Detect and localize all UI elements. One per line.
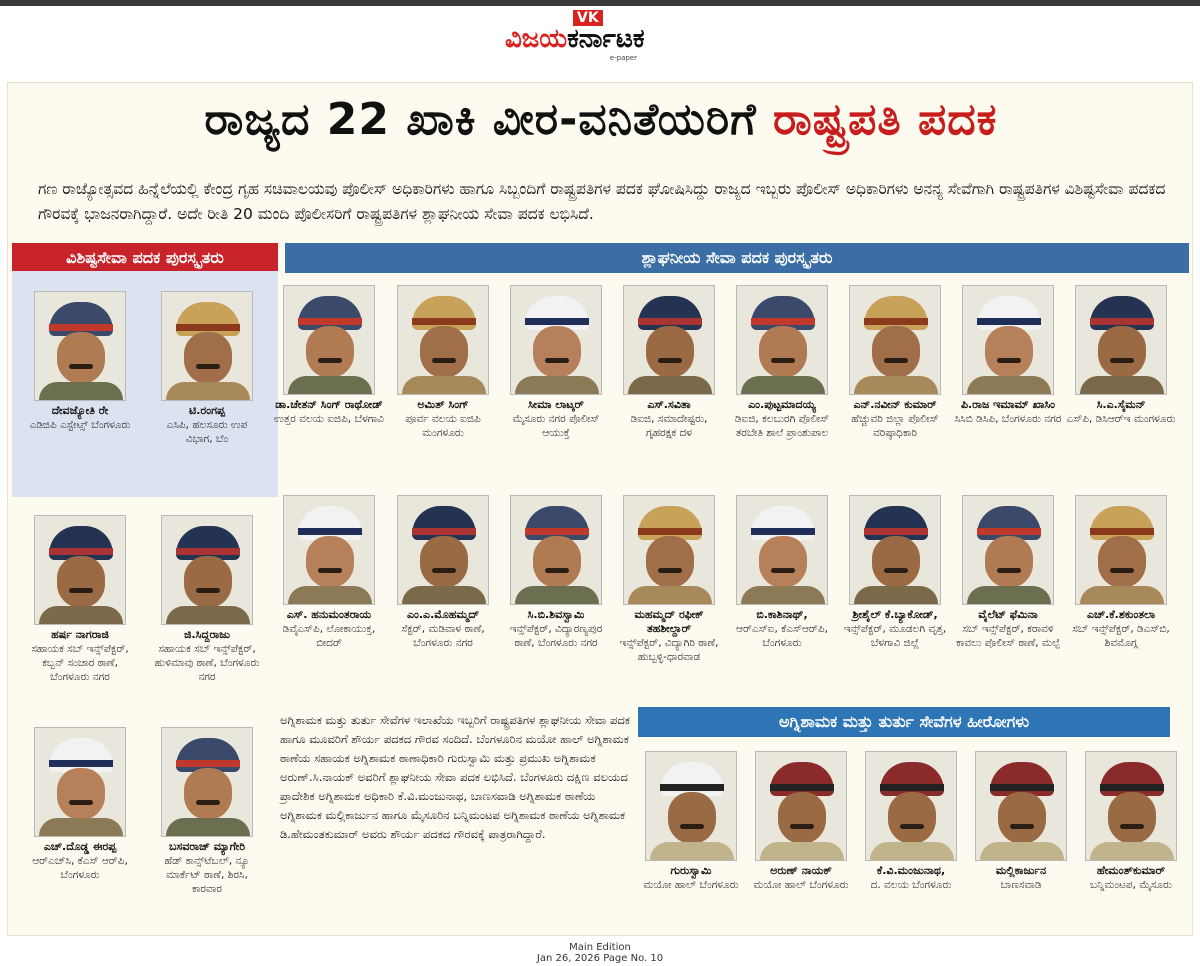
cap-band <box>990 784 1054 791</box>
uniform-shape <box>870 842 954 861</box>
portrait-photo <box>510 285 602 395</box>
logo-epaper-label: e-paper <box>609 54 637 62</box>
moustache-shape <box>790 824 814 829</box>
cap-band <box>176 548 240 555</box>
award-card <box>388 495 498 650</box>
face-shape <box>57 332 105 384</box>
cap-band <box>880 784 944 791</box>
awardee-name: ಎಸ್. ಹನುಮಂತರಾಯ <box>286 608 372 621</box>
portrait-photo <box>645 751 737 861</box>
awardee-designation: ಡಿವೈಎಸ್‌ಪಿ, ಲೋಕಾಯುಕ್ತ, ಬೀದರ್ <box>282 623 376 649</box>
awardee-designation: ಸಬ್ ಇನ್ಸ್‌ಪೆಕ್ಟರ್, ಡಿಎಸ್‌ಬಿ, ಶಿವಮೊಗ್ಗ <box>1072 623 1170 649</box>
portrait-photo <box>975 751 1067 861</box>
awardee-name: ಸಿ.ಎ.ಸೈಮನ್ <box>1096 398 1146 411</box>
face-shape <box>57 768 105 820</box>
cap-band <box>751 528 815 535</box>
moustache-shape <box>884 568 908 573</box>
fire-services-paragraph: ಅಗ್ನಿಶಾಮಕ ಮತ್ತು ತುರ್ತು ಸೇವೆಗಳ ಇಲಾಖೆಯ ಇಬ್ಬರಿಗೆ ರಾಷ್ಟ್ರಪತಿಗಳ ಶ್ಲಾಘನೀಯ ಸೇವಾ ಪದಕ ಹಾಗೂ ಮೂವರಿಗೆ ಶೌರ್ಯ ಪದಕದ ಗೌರವ ಸಂದಿದೆ. ಬೆಂಗಳೂರಿನ ಮಯೋ ಹಾಲ್ ಅಗ್ನಿಶಾಮಕ ಠಾಣೆಯ ಸಹಾಯಕ ಅಗ್ನಿಶಾಮಕ ಠಾಣಾಧಿಕಾರಿ ಗುರುಸ್ವಾಮಿ ಮತ್ತು ಪ್ರಮುಖ ಅಗ್ನಿಶಾಮಕ ಅರುಣ್.ಸಿ.ನಾಯಕ್ ಅವರಿಗೆ ಶ್ಲಾಘನೀಯ ಸೇವಾ ಪದಕ ಲಭಿಸಿದೆ. ಬೆಂಗಳೂರು ದಕ್ಷಿಣ ವಲಯದ ಪ್ರಾದೇಶಿಕ ಅಗ್ನಿಶಾಮಕ ಅಧಿಕಾರಿ ಕೆ.ವಿ.ಮಂಜುನಾಥ, ಬಾಣಸವಾಡಿ ಅಗ್ನಿಶಾಮಕ ಠಾಣೆಯ ಅಗ್ನಿಶಾಮಕ ಮಲ್ಲಿಕಾರ್ಜುನ ಹಾಗೂ ಮೈಸೂರಿನ ಬನ್ನಿಮಂಟಪ ಅಗ್ನಿಶಾಮಕ ಠಾಣೆಯ ಅಗ್ನಿಶಾಮಕ ಡಿ.ಹೇಮಂತಕುಮಾರ್ ಅವರು ಶೌರ್ಯ ಪದಕದ ಗೌರವಕ್ಕೆ ಪಾತ್ರರಾಗಿದ್ದಾರೆ. <box>280 713 630 841</box>
award-card <box>953 285 1063 426</box>
awardee-name: ಬಸವರಾಜ್ ಮ್ಯಾಗೇರಿ <box>168 840 246 853</box>
headline <box>8 93 1194 147</box>
awardee-name: ಎಚ್.ದೊಡ್ಡ ಈರಪ್ಪ <box>43 840 117 853</box>
award-card <box>152 727 262 896</box>
awardee-name: ಎನ್.ನವೀನ್ ಕುಮಾರ್ <box>853 398 937 411</box>
newspaper-page <box>7 82 1193 936</box>
moustache-shape <box>658 358 682 363</box>
face-shape <box>646 326 694 378</box>
uniform-shape <box>628 376 712 395</box>
awardee-name: ಎಚ್.ಕೆ.ಶಕುಂತಲಾ <box>1086 608 1156 621</box>
portrait-photo <box>161 727 253 837</box>
awardee-name: ದೇವಜ್ಯೋತಿ ರೇ <box>51 404 109 417</box>
top-bar <box>0 0 1200 6</box>
portrait-photo <box>397 495 489 605</box>
edition-label: Main Edition <box>569 942 631 953</box>
award-card <box>274 495 384 650</box>
awardee-designation: ಸಹಾಯಕ ಸಬ್ ಇನ್ಸ್‌ಪೆಕ್ಟರ್, ಹುಳಿಮಾವು ಠಾಣೆ, ಬೆಂಗಳೂರು ನಗರ <box>154 643 260 683</box>
logo-name-red: ವಿಜಯ <box>505 24 568 54</box>
cap-band <box>977 528 1041 535</box>
awardee-name: ಮಹಮ್ಮದ್ ರಫೀಕ್ ತಹಶೀಲ್ದಾರ್ <box>634 608 704 635</box>
face-shape <box>306 536 354 588</box>
logo-name-black: ಕರ್ನಾಟಕ <box>567 24 645 54</box>
award-card <box>1076 751 1186 892</box>
awardee-designation: ಹೆಚ್ಚುವರಿ ಜಿಲ್ಲಾ ಪೊಲೀಸ್ ವರಿಷ್ಠಾಧಿಕಾರಿ <box>851 413 939 439</box>
award-card <box>152 291 262 446</box>
moustache-shape <box>196 800 220 805</box>
awardee-designation: ಹೆಡ್ ಕಾನ್ಸ್‌ಟೆಬಲ್, ನ್ಯೂ ಮಾರ್ಕೆಟ್ ಠಾಣೆ, ಶಿರಸಿ, ಕಾರವಾರ <box>164 855 250 895</box>
awardee-name: ಅರುಣ್ ನಾಯಕ್ <box>770 864 832 877</box>
page-footer <box>0 942 1200 964</box>
portrait-photo <box>865 751 957 861</box>
awardee-designation: ಮಯೋ ಹಾಲ್ ಬೆಂಗಳೂರು <box>643 879 739 891</box>
awardee-designation: ಡಿಐಜಿ, ಕಲಬುರಗಿ ಪೊಲೀಸ್ ತರಬೇತಿ ಶಾಲೆ ಪ್ರಾಂಶುಪಾಲ <box>734 413 830 439</box>
awardee-designation: ಎಸಿಪಿ, ಹಲಸೂರು ಉಪ ವಿಭಾಗ, ಬೆಂ <box>166 419 248 445</box>
cap-band <box>1090 528 1154 535</box>
face-shape <box>184 556 232 608</box>
awardee-name: ಕೆ.ವಿ.ಮಂಜುನಾಥ, <box>876 864 946 877</box>
uniform-shape <box>967 376 1051 395</box>
portrait-photo <box>755 751 847 861</box>
cap-band <box>638 318 702 325</box>
award-card <box>636 751 746 892</box>
awardee-designation: ಎಸ್‌ಪಿ, ಡಿಸಿಆರ್‌ಇ ಮಂಗಳೂರು <box>1066 413 1176 425</box>
uniform-shape <box>288 586 372 605</box>
uniform-shape <box>39 606 123 625</box>
portrait-photo <box>849 285 941 395</box>
award-card <box>501 495 611 650</box>
vsm-section-header: ವಿಶಿಷ್ಟಸೇವಾ ಪದಕ ಪುರಸ್ಕೃತರು <box>12 243 278 273</box>
face-shape <box>1098 326 1146 378</box>
face-shape <box>872 536 920 588</box>
uniform-shape <box>1090 842 1174 861</box>
uniform-shape <box>741 376 825 395</box>
cap-band <box>751 318 815 325</box>
awardee-name: ಹೇಮಂತ್‌ಕುಮಾರ್ <box>1096 864 1166 877</box>
awardee-name: ಅಮಿತ್ ಸಿಂಗ್ <box>417 398 469 411</box>
face-shape <box>184 332 232 384</box>
award-card <box>1066 495 1176 650</box>
awardee-name: ಶ್ರೀಶೈಲ್ ಕೆ.ಬ್ಯಾಕೋಡ್, <box>852 608 938 621</box>
uniform-shape <box>166 606 250 625</box>
uniform-shape <box>967 586 1051 605</box>
cap-band <box>977 318 1041 325</box>
moustache-shape <box>69 588 93 593</box>
cap-band <box>298 318 362 325</box>
face-shape <box>759 536 807 588</box>
uniform-shape <box>854 376 938 395</box>
award-card <box>746 751 856 892</box>
face-shape <box>1098 536 1146 588</box>
moustache-shape <box>884 358 908 363</box>
awardee-designation: ಇನ್ಸ್‌ಪೆಕ್ಟರ್, ವಿದ್ಯಾರಣ್ಯಪುರ ಠಾಣೆ, ಬೆಂಗಳೂರು ನಗರ <box>509 623 603 649</box>
portrait-photo <box>736 495 828 605</box>
award-card <box>501 285 611 440</box>
face-shape <box>985 536 1033 588</box>
awardee-name: ಡಾ.ಚೇತನ್ ಸಿಂಗ್ ರಾಥೋಡ್ <box>275 398 383 411</box>
awardee-designation: ಇನ್ಸ್‌ಪೆಕ್ಟರ್, ವಿದ್ಯಾಗಿರಿ ಠಾಣೆ, ಹುಬ್ಬಳ್ಳಿ-ಧಾರವಾಡ <box>619 637 719 663</box>
awardee-name: ಟಿ.ರಂಗಪ್ಪ <box>189 404 225 417</box>
cap-band <box>770 784 834 791</box>
uniform-shape <box>515 586 599 605</box>
moustache-shape <box>1110 568 1134 573</box>
moustache-shape <box>545 358 569 363</box>
face-shape <box>420 536 468 588</box>
moustache-shape <box>997 358 1021 363</box>
fire-section-header: ಅಗ್ನಿಶಾಮಕ ಮತ್ತು ತುರ್ತು ಸೇವೆಗಳ ಹೀರೋಗಳು <box>638 707 1170 737</box>
cap-band <box>638 528 702 535</box>
face-shape <box>420 326 468 378</box>
cap-band <box>525 528 589 535</box>
awardee-designation: ಬನ್ನಿಮಂಟಪ, ಮೈಸೂರು <box>1090 879 1172 891</box>
awardee-designation: ಪೂರ್ವ ವಲಯ ಐಜಿಪಿ ಮಂಗಳೂರು <box>405 413 481 439</box>
moustache-shape <box>318 568 342 573</box>
moustache-shape <box>545 568 569 573</box>
face-shape <box>306 326 354 378</box>
moustache-shape <box>658 568 682 573</box>
cap-band <box>525 318 589 325</box>
face-shape <box>668 792 716 844</box>
moustache-shape <box>680 824 704 829</box>
portrait-photo <box>962 285 1054 395</box>
awardee-name: ಮಲ್ಲಿಕಾರ್ಜುನ <box>995 864 1047 877</box>
cap-band <box>49 324 113 331</box>
portrait-photo <box>283 495 375 605</box>
uniform-shape <box>166 382 250 401</box>
face-shape <box>985 326 1033 378</box>
moustache-shape <box>69 800 93 805</box>
awardee-name: ಎಂ.ಎ.ಮೊಹಮ್ಮದ್ <box>406 608 480 621</box>
award-card <box>840 285 950 440</box>
moustache-shape <box>1120 824 1144 829</box>
moustache-shape <box>196 588 220 593</box>
portrait-photo <box>161 515 253 625</box>
moustache-shape <box>432 358 456 363</box>
intro-paragraph: ಗಣ ರಾಜ್ಯೋತ್ಸವದ ಹಿನ್ನೆಲೆಯಲ್ಲಿ ಕೇಂದ್ರ ಗೃಹ ಸಚಿವಾಲಯವು ಪೊಲೀಸ್ ಅಧಿಕಾರಿಗಳು ಹಾಗೂ ಸಿಬ್ಬಂದಿಗೆ ರಾಷ್ಟ್ರಪತಿಗಳ ಪದಕ ಘೋಷಿಸಿದ್ದು ರಾಜ್ಯದ ಇಬ್ಬರು ಪೊಲೀಸ್ ಅಧಿಕಾರಿಗಳು ಅನನ್ಯ ಸೇವೆಗಾಗಿ ರಾಷ್ಟ್ರಪತಿಗಳ ವಿಶಿಷ್ಟಸೇವಾ ಪದಕದ ಗೌರವಕ್ಕೆ ಭಾಜನರಾಗಿದ್ದಾರೆ. ಅದೇ ರೀತಿ 20 ಮಂದಿ ಪೊಲೀಸರಿಗೆ ರಾಷ್ಟ್ರಪತಿಗಳ ಶ್ಲಾಘನೀಯ ಸೇವಾ ಪದಕ ಲಭಿಸಿದೆ. <box>38 180 1166 223</box>
portrait-photo <box>1075 495 1167 605</box>
face-shape <box>57 556 105 608</box>
awardee-name: ಹರ್ಷ ನಾಗರಾಜಿ <box>51 628 109 641</box>
face-shape <box>646 536 694 588</box>
portrait-photo <box>1075 285 1167 395</box>
uniform-shape <box>1080 586 1164 605</box>
portrait-photo <box>849 495 941 605</box>
moustache-shape <box>771 568 795 573</box>
moustache-shape <box>318 358 342 363</box>
msm-section-header: ಶ್ಲಾಘನೀಯ ಸೇವಾ ಪದಕ ಪುರಸ್ಕೃತರು <box>285 243 1189 273</box>
uniform-shape <box>1080 376 1164 395</box>
cap-band <box>1100 784 1164 791</box>
portrait-photo <box>1085 751 1177 861</box>
awardee-name: ವೈಲೆಟ್ ಫೆಮಿನಾ <box>978 608 1038 621</box>
moustache-shape <box>196 364 220 369</box>
awardee-name: ಸಿ.ಬಿ.ಶಿವಸ್ವಾಮಿ <box>527 608 585 621</box>
cap-band <box>49 760 113 767</box>
portrait-photo <box>283 285 375 395</box>
awardee-designation: ಮೈಸೂರು ನಗರ ಪೊಲೀಸ್ ಆಯುಕ್ತೆ <box>512 413 600 439</box>
awardee-name: ಗುರುಸ್ವಾಮಿ <box>670 864 712 877</box>
awardee-name: ಜಿ.ಸಿದ್ದರಾಜು <box>183 628 231 641</box>
portrait-photo <box>397 285 489 395</box>
date-page-label: Jan 26, 2026 Page No. 10 <box>536 953 664 964</box>
awardee-designation: ಮಯೋ ಹಾಲ್ ಬೆಂಗಳೂರು <box>753 879 849 891</box>
face-shape <box>1108 792 1156 844</box>
uniform-shape <box>39 382 123 401</box>
award-card <box>727 495 837 650</box>
cap-band <box>176 324 240 331</box>
awardee-designation: ಸಿಸಿಬಿ ಡಿಸಿಪಿ, ಬೆಂಗಳೂರು ನಗರ <box>954 413 1062 425</box>
moustache-shape <box>771 358 795 363</box>
awardee-name: ಸೀಮಾ ಲಾಟ್ಕರ್ <box>528 398 584 411</box>
awardee-designation: ಸಬ್ ಇನ್ಸ್‌ಪೆಕ್ಟರ್, ಕರಾವಳಿ ಕಾವಲು ಪೊಲೀಸ್ ಠಾಣೆ, ಮಲ್ಪೆ <box>955 623 1060 649</box>
award-card <box>727 285 837 440</box>
awardee-designation: ಉತ್ತರ ವಲಯ ಐಜಿಪಿ, ಬೆಳಗಾವಿ <box>274 413 384 425</box>
awardee-name: ಎಸ್.ಸವಿತಾ <box>647 398 691 411</box>
portrait-photo <box>962 495 1054 605</box>
awardee-designation: ಡಿಐಜಿ, ಸಮಾದೇಷ್ಟರು, ಗೃಹರಕ್ಷಕ ದಳ <box>630 413 708 439</box>
portrait-photo <box>34 291 126 401</box>
moustache-shape <box>69 364 93 369</box>
award-card <box>25 515 135 684</box>
award-card <box>25 727 135 882</box>
award-card <box>274 285 384 426</box>
awardee-designation: ಆರ್‌ಎಚ್‌ಸಿ, ಕೆಎಸ್ ಆರ್‌ಪಿ, ಬೆಂಗಳೂರು <box>32 855 128 881</box>
face-shape <box>533 536 581 588</box>
uniform-shape <box>288 376 372 395</box>
face-shape <box>998 792 1046 844</box>
face-shape <box>533 326 581 378</box>
award-card <box>840 495 950 650</box>
portrait-photo <box>736 285 828 395</box>
awardee-designation: ದ. ವಲಯ ಬೆಂಗಳೂರು <box>870 879 952 891</box>
headline-red: ರಾಷ್ಟ್ರಪತಿ ಪದಕ <box>772 94 998 145</box>
portrait-photo <box>623 495 715 605</box>
uniform-shape <box>854 586 938 605</box>
uniform-shape <box>650 842 734 861</box>
award-card <box>25 291 135 432</box>
uniform-shape <box>760 842 844 861</box>
award-card <box>966 751 1076 892</box>
headline-black: ರಾಜ್ಯದ 22 ಖಾಕಿ ವೀರ-ವನಿತೆಯರಿಗೆ <box>204 94 773 145</box>
cap-band <box>176 760 240 767</box>
awardee-designation: ಆರ್‌ಎಸ್‌ಐ, ಕೆಎಸ್‌ಆರ್‌ಪಿ, ಬೆಂಗಳೂರು <box>736 623 828 649</box>
award-card <box>1066 285 1176 426</box>
face-shape <box>872 326 920 378</box>
uniform-shape <box>515 376 599 395</box>
face-shape <box>184 768 232 820</box>
moustache-shape <box>432 568 456 573</box>
cap-band <box>864 528 928 535</box>
portrait-photo <box>34 515 126 625</box>
cap-band <box>412 528 476 535</box>
portrait-photo <box>623 285 715 395</box>
award-card <box>953 495 1063 650</box>
moustache-shape <box>1110 358 1134 363</box>
cap-band <box>298 528 362 535</box>
face-shape <box>888 792 936 844</box>
awardee-designation: ಸಹಾಯಕ ಸಬ್ ಇನ್ಸ್‌ಪೆಕ್ಟರ್, ಕಬ್ಬನ್ ಸಂಚಾರ ಠಾಣೆ, ಬೆಂಗಳೂರು ನಗರ <box>31 643 129 683</box>
cap-band <box>412 318 476 325</box>
award-card <box>614 285 724 440</box>
awardee-name: ಎಂ.ಪುಟ್ಟಮಾದಯ್ಯ <box>748 398 816 411</box>
cap-band <box>1090 318 1154 325</box>
portrait-photo <box>34 727 126 837</box>
uniform-shape <box>39 818 123 837</box>
award-card <box>614 495 724 664</box>
cap-band <box>864 318 928 325</box>
portrait-photo <box>510 495 602 605</box>
award-card <box>388 285 498 440</box>
uniform-shape <box>741 586 825 605</box>
masthead-logo[interactable] <box>505 10 695 64</box>
uniform-shape <box>628 586 712 605</box>
awardee-name: ಪಿ.ರಾಜ ಇಮಾಮ್ ಖಾಸಿಂ <box>960 398 1056 411</box>
uniform-shape <box>402 586 486 605</box>
portrait-photo <box>161 291 253 401</box>
moustache-shape <box>1010 824 1034 829</box>
logo-wordmark <box>505 24 695 54</box>
moustache-shape <box>900 824 924 829</box>
awardee-designation: ಎಡಿಜಿಪಿ ಎಸ್ಟೇಟ್ಸ್ ಬೆಂಗಳೂರು <box>29 419 131 431</box>
awardee-designation: ಸೆಕ್ಟರ್, ಮಡಿವಾಳ ಠಾಣೆ, ಬೆಂಗಳೂರು ನಗರ <box>401 623 485 649</box>
face-shape <box>759 326 807 378</box>
awardee-name: ಬಿ.ಕಾಶಿನಾಥ್, <box>756 608 808 621</box>
cap-band <box>660 784 724 791</box>
uniform-shape <box>402 376 486 395</box>
awardee-designation: ಬಾಣಸವಾಡಿ <box>1000 879 1042 891</box>
awardee-designation: ಇನ್ಸ್‌ಪೆಕ್ಟರ್, ಮೂಡಲಗಿ ವೃತ್ತ, ಬೆಳಗಾವಿ ಜಿಲ್ಲೆ <box>843 623 947 649</box>
moustache-shape <box>997 568 1021 573</box>
face-shape <box>778 792 826 844</box>
cap-band <box>49 548 113 555</box>
uniform-shape <box>166 818 250 837</box>
award-card <box>856 751 966 892</box>
uniform-shape <box>980 842 1064 861</box>
logo-vk-badge: VK <box>573 10 603 26</box>
award-card <box>152 515 262 684</box>
